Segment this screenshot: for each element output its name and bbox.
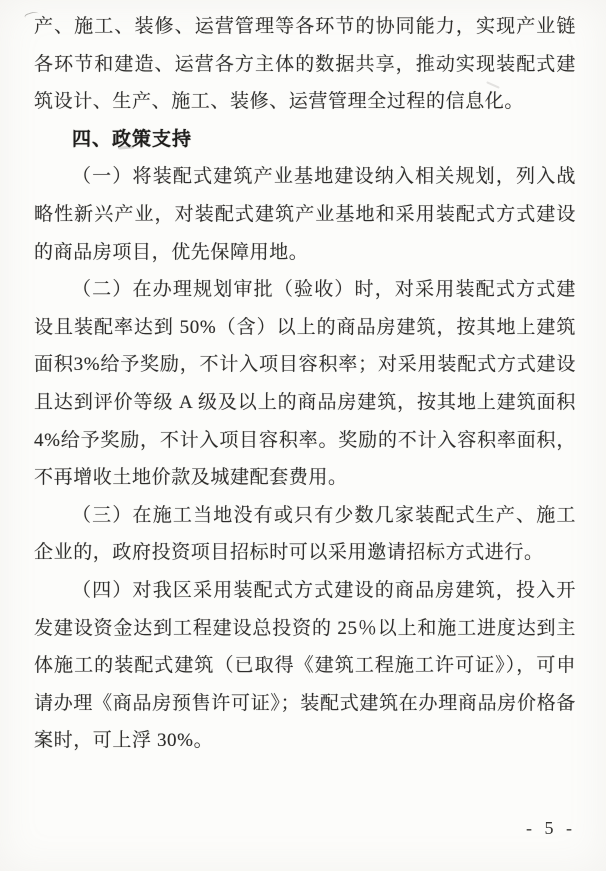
document-body — [34, 8, 576, 760]
paragraph-item-3: （三）在施工当地没有或只有少数几家装配式生产、施工企业的，政府投资项目招标时可以采用邀请招标方式进行。 — [34, 504, 576, 564]
page-number: - 5 - — [526, 818, 576, 838]
paragraph-continuation: 产、施工、装修、运营管理等各环节的协同能力，实现产业链各环节和建造、运营各方主体的数据共享，推动实现装配式建筑设计、生产、施工、装修、运营管理全过程的信息化。 — [34, 16, 576, 113]
paragraph-item-4: （四）对我区采用装配式方式建设的商品房建筑，投入开发建设资金达到工程建设总投资的 25％以上和施工进度达到主体施工的装配式建筑（已取得《建筑工程施工许可证》），可申请办理《商品房预售许可证》；装配式建筑在办理商品房价格备案时，可上浮 30%。 — [34, 579, 576, 752]
paragraph-item-1: （一）将装配式建筑产业基地建设纳入相关规划，列入战略性新兴产业，对装配式建筑产业基地和采用装配式方式建设的商品房项目，优先保障用地。 — [34, 166, 576, 263]
paragraph-item-2: （二）在办理规划审批（验收）时，对采用装配式方式建设且装配率达到 50%（含）以上的商品房建筑，按其地上建筑面积3%给予奖励，不计入项目容积率；对采用装配式方式建设且达到评价等级 A 级及以上的商品房建筑，按其地上建筑面积 4%给予奖励，不计入项目容积率。奖励的不计入容积率面积，不再增收土地价款及城建配套费用。 — [34, 279, 576, 489]
section-heading-policy-support: 四、政策支持 — [72, 128, 193, 150]
